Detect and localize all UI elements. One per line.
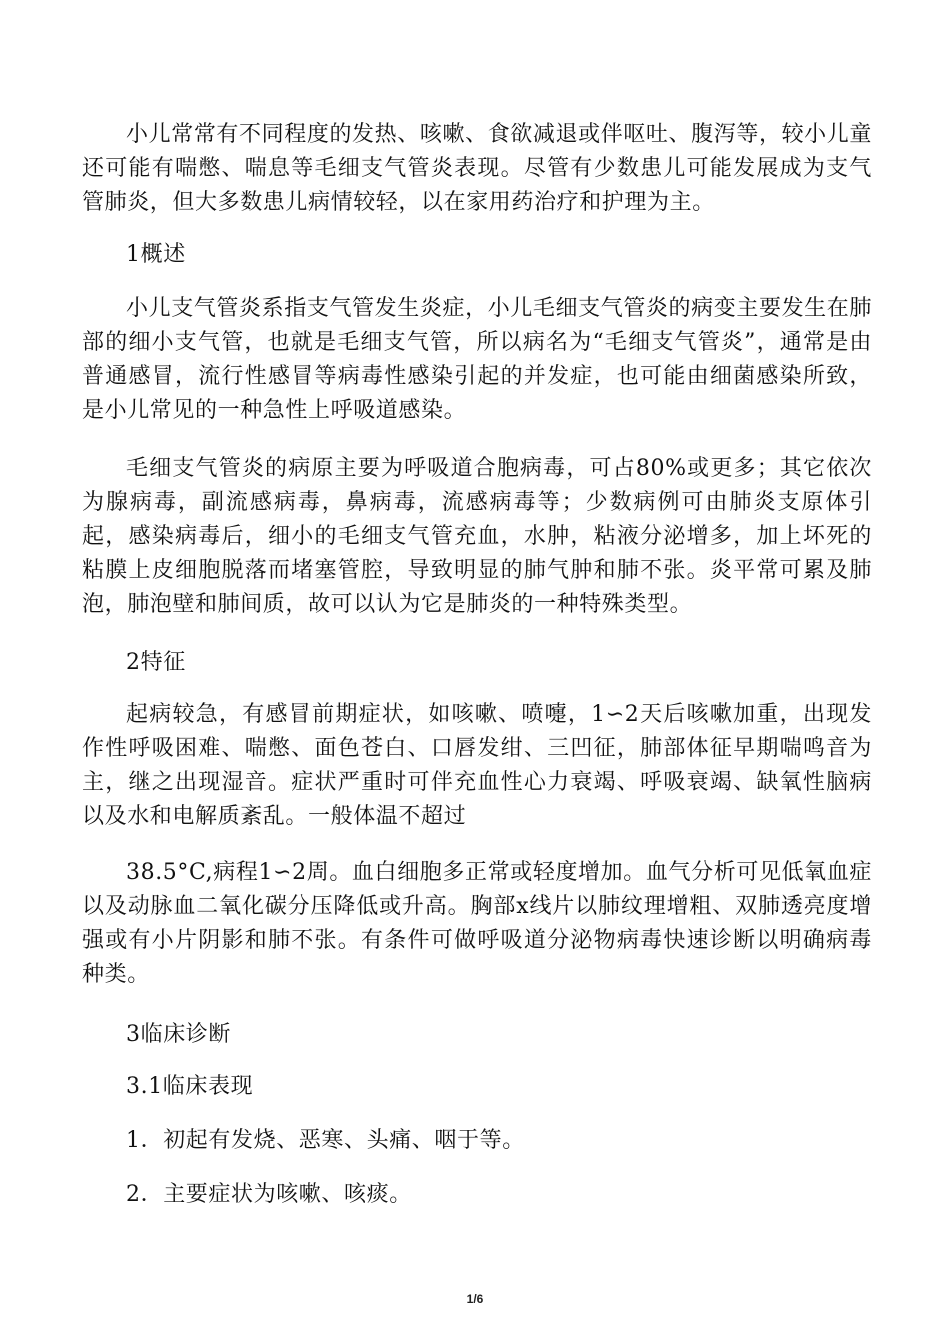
heading-clinical-manifestation: 3.1临床表现	[126, 1074, 254, 1099]
heading-overview: 1概述	[126, 242, 186, 267]
paragraph-overview-1: 小儿支气管炎系指支气管发生炎症，小儿毛细支气管炎的病变主要发生在肺部的细小支气管，也就是毛细支气管，所以病名为“毛细支气管炎”，通常是由普通感冒，流行性感冒等病毒性感染引起的并发症，也可能由细菌感染所致，是小儿常见的一种急性上呼吸道感染。	[82, 296, 872, 423]
paragraph-intro: 小儿常常有不同程度的发热、咳嗽、食欲减退或伴呕吐、腹泻等，较小儿童还可能有喘憋、喘息等毛细支气管炎表现。尽管有少数患儿可能发展成为支气管肺炎，但大多数患儿病情较轻，以在家用药治疗和护理为主。	[82, 122, 872, 215]
list-item: 1．初起有发烧、恶寒、头痛、咽于等。	[126, 1128, 525, 1153]
list-item: 2．主要症状为咳嗽、咳痰。	[126, 1182, 412, 1207]
paragraph-overview-2: 毛细支气管炎的病原主要为呼吸道合胞病毒，可占80%或更多；其它依次为腺病毒，副流感病毒，鼻病毒，流感病毒等；少数病例可由肺炎支原体引起，感染病毒后，细小的毛细支气管充血，水肿，粘液分泌增多，加上坏死的粘膜上皮细胞脱落而堵塞管腔，导致明显的肺气肿和肺不张。炎平常可累及肺泡，肺泡壁和肺间质，故可以认为它是肺炎的一种特殊类型。	[82, 456, 872, 617]
paragraph-features-2: 38.5°C,病程1∽2周。血白细胞多正常或轻度增加。血气分析可见低氧血症以及动脉血二氧化碳分压降低或升高。胸部x线片以肺纹理增粗、双肺透亮度增强或有小片阴影和肺不张。有条件可做呼吸道分泌物病毒快速诊断以明确病毒种类。	[82, 860, 872, 987]
page-number: 1/6	[466, 1292, 484, 1306]
paragraph-features-1: 起病较急，有感冒前期症状，如咳嗽、喷嚏，1∽2天后咳嗽加重，出现发作性呼吸困难、喘憋、面色苍白、口唇发绀、三凹征，肺部体征早期喘鸣音为主，继之出现湿音。症状严重时可伴充血性心力衰竭、呼吸衰竭、缺氧性脑病以及水和电解质紊乱。一般体温不超过	[82, 702, 872, 829]
heading-features: 2特征	[126, 650, 186, 675]
heading-diagnosis: 3临床诊断	[126, 1022, 231, 1047]
